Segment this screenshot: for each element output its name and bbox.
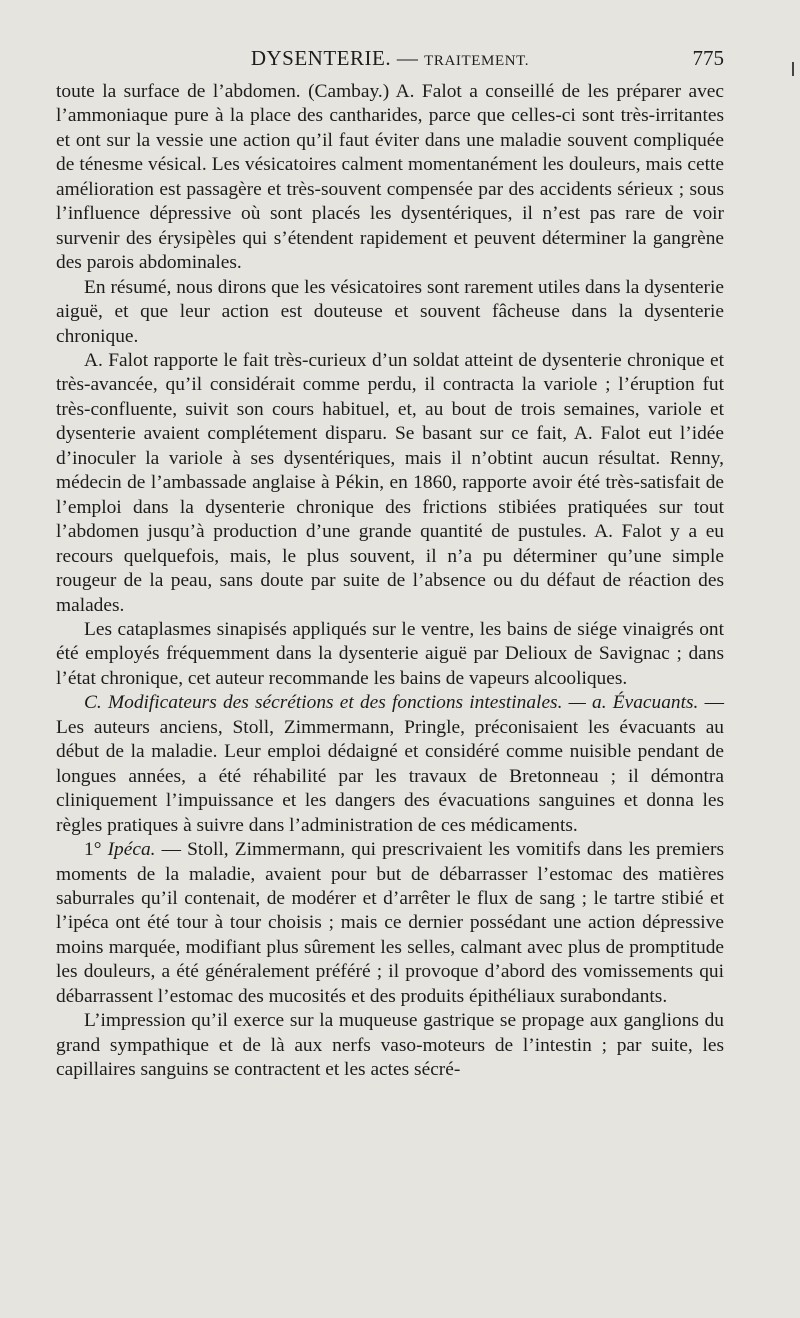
paragraph-4: Les cataplasmes sinapisés appliqués sur le ventre, les bains de siége vinaigrés ont été employés fréquemment dans la dysenterie aiguë par Delioux de Savignac ; dans l’état chronique, cet auteur recommande les bains de vapeurs alcooliques. — [56, 618, 724, 689]
running-title-dash: — — [396, 46, 419, 70]
section-heading-ipeca: Ipéca. — [107, 839, 156, 861]
paragraph-5 — [56, 691, 724, 838]
paragraph-3: A. Falot rapporte le fait très-curieux d’un soldat atteint de dysenterie chronique et très-avancée, qu’il considérait comme perdu, il contracta la variole ; l’éruption fut très-confluente, suivit son cours habituel, et, au bout de trois semaines, variole et dysenterie avaient complétement disparu. Se basant sur ce fait, A. Falot eut l’idée d’inoculer la variole à ses dysentériques, mais il n’obtint aucun résultat. Renny, médecin de l’ambassade anglaise à Pékin, en 1860, rapporte avoir été très-satisfait de l’emploi dans la dysenterie chronique des frictions stibiées pratiquées sur tout l’abdomen jusqu’à production d’une grande quantité de pustules. A. Falot y a eu recours quelquefois, mais, le plus souvent, il n’a pu déterminer qu’une simple rougeur de la peau, sans doute par suite de l’absence ou du défaut de réaction des malades. — [56, 349, 724, 616]
paragraph-5-text: — Les auteurs anciens, Stoll, Zimmermann, Pringle, préconisaient les évacuants au début de la maladie. Leur emploi dédaigné et considéré comme nuisible pendant de longues années, a été réhabilité par les travaux de Bretonneau ; il démontra cliniquement l’impuissance et les dangers des évacuations sanguines et donna les règles pratiques à suivre dans l’administration de ces médicaments. — [56, 692, 724, 836]
paragraph-6-text: — Stoll, Zimmermann, qui prescrivaient les vomitifs dans les premiers moments de la maladie, avaient pour but de débarrasser l’estomac des matières saburrales qu’il contenait, de modérer et d’arrêter le flux de sang ; le tartre stibié et l’ipéca ont été tour à tour choisis ; mais ce dernier possédant une action dépressive moins marquée, modifiant plus sûrement les selles, calmant avec plus de promptitude les douleurs, a été généralement préféré ; il provoque d’abord des vomissements qui débarrassent l’estomac des mucosités et des produits épithéliaux surabondants. — [56, 839, 724, 1007]
paragraph-7: L’impression qu’il exerce sur la muqueuse gastrique se propage aux ganglions du grand sympathique et de là aux nerfs vaso-moteurs de l’intestin ; par suite, les capillaires sanguins se contractent et les actes sécré- — [56, 1010, 724, 1081]
running-title — [56, 46, 724, 71]
page-edge-mark — [792, 62, 794, 76]
running-title-sub: TRAITEMENT. — [424, 53, 530, 69]
paragraph-1: toute la surface de l’abdomen. (Cambay.) A. Falot a conseillé de les préparer avec l’ammoniaque pure à la place des cantharides, parce que celles-ci sont très-irritantes et ont sur la vessie une action qu’il faut éviter dans une maladie souvent compliquée de ténesme vésical. Les vésicatoires calment momentanément les douleurs, mais cette amélioration est passagère et très-souvent compensée par des accidents sérieux ; sous l’influence dépressive où sont placés les dysentériques, il n’est pas rare de voir survenir des érysipèles qui s’étendent rapidement et peuvent déterminer la gangrène des parois abdominales. — [56, 81, 724, 274]
paragraph-2: En résumé, nous dirons que les vésicatoires sont rarement utiles dans la dysenterie aiguë, et que leur action est douteuse et souvent fâcheuse dans la dysenterie chronique. — [56, 276, 724, 347]
section-heading-evacuants: C. Modificateurs des sécrétions et des fonctions intestinales. — a. Évacuants. — [84, 692, 699, 714]
running-title-main: DYSENTERIE. — [250, 46, 392, 70]
page-number: 775 — [692, 46, 724, 70]
running-header — [56, 46, 724, 74]
item-number: 1° — [84, 839, 102, 861]
paragraph-6 — [56, 838, 724, 1009]
page-body — [56, 80, 724, 1083]
